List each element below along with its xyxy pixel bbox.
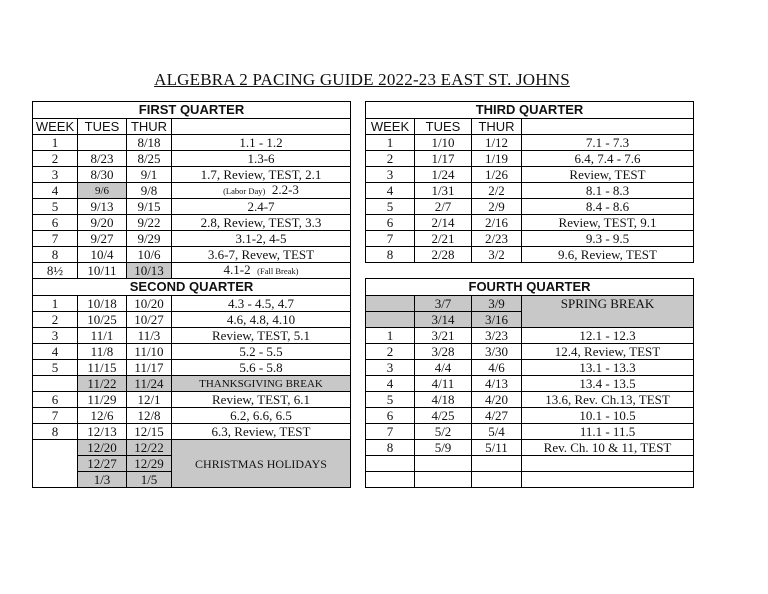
- tues-cell: 1/24: [415, 167, 472, 183]
- topic-cell: 3.1-2, 4-5: [172, 231, 351, 247]
- thur-cell: 9/8: [127, 183, 172, 199]
- table-row: [33, 247, 351, 263]
- tues-cell: 11/15: [78, 360, 127, 376]
- table-row: [366, 440, 694, 456]
- tues-cell: 10/4: [78, 247, 127, 263]
- tues-cell: [415, 472, 472, 488]
- thur-cell: 8/25: [127, 151, 172, 167]
- table-row: [33, 151, 351, 167]
- table-row: [33, 135, 351, 151]
- tues-cell: 5/9: [415, 440, 472, 456]
- week-cell: 1: [366, 135, 415, 151]
- thur-cell: 9/22: [127, 215, 172, 231]
- week-cell: 7: [366, 231, 415, 247]
- thanksgiving-break-cell: THANKSGIVING BREAK: [172, 376, 351, 392]
- table-row: [33, 360, 351, 376]
- topic-cell: Rev. Ch. 10 & 11, TEST: [522, 440, 694, 456]
- table-row: [366, 215, 694, 231]
- table-row: [33, 215, 351, 231]
- topic-cell: 9.6, Review, TEST: [522, 247, 694, 263]
- tues-cell: 3/28: [415, 344, 472, 360]
- thur-cell: 2/23: [472, 231, 522, 247]
- week-cell: 1: [366, 328, 415, 344]
- week-cell: [366, 456, 415, 472]
- topic-cell: Review, TEST, 5.1: [172, 328, 351, 344]
- tues-cell: 4/25: [415, 408, 472, 424]
- week-cell: 5: [33, 199, 78, 215]
- thur-cell: 12/15: [127, 424, 172, 440]
- table-row: [33, 408, 351, 424]
- labor-day-note: (Labor Day): [223, 186, 266, 196]
- tues-cell: 2/14: [415, 215, 472, 231]
- thur-cell: 3/2: [472, 247, 522, 263]
- table-row: [366, 472, 694, 488]
- second-quarter-header: SECOND QUARTER: [33, 279, 351, 296]
- week-cell: 8: [366, 247, 415, 263]
- week-cell: [366, 312, 415, 328]
- week-cell: 5: [366, 199, 415, 215]
- week-cell: 6: [366, 408, 415, 424]
- thur-cell: 11/17: [127, 360, 172, 376]
- table-row: [366, 135, 694, 151]
- spacer-row: [366, 263, 694, 279]
- tues-cell: 1/10: [415, 135, 472, 151]
- table-row: [33, 424, 351, 440]
- week-cell: 4: [366, 376, 415, 392]
- week-col-header: WEEK: [33, 119, 78, 135]
- week-cell: [366, 472, 415, 488]
- table-row: [366, 344, 694, 360]
- tues-cell: 11/29: [78, 392, 127, 408]
- topic-col-header: [172, 119, 351, 135]
- thur-cell: 10/13: [127, 263, 172, 279]
- week-cell: 4: [33, 344, 78, 360]
- week-cell: 3: [366, 167, 415, 183]
- thur-cell: 9/15: [127, 199, 172, 215]
- thur-col-header: THUR: [472, 119, 522, 135]
- week-cell: 8: [366, 440, 415, 456]
- week-cell: 4: [366, 183, 415, 199]
- week-cell: 3: [366, 360, 415, 376]
- page-title: ALGEBRA 2 PACING GUIDE 2022-23 EAST ST. JOHNS: [154, 70, 570, 89]
- table-row: [366, 360, 694, 376]
- week-cell: 6: [33, 392, 78, 408]
- topic-cell: [522, 456, 694, 472]
- table-row: [33, 183, 351, 199]
- table-row: [33, 199, 351, 215]
- tues-cell: 1/17: [415, 151, 472, 167]
- topic-cell: 11.1 - 11.5: [522, 424, 694, 440]
- topic-cell: Review, TEST, 9.1: [522, 215, 694, 231]
- thur-cell: 3/9: [472, 296, 522, 312]
- week-cell: 8½: [33, 263, 78, 279]
- tues-cell: 3/14: [415, 312, 472, 328]
- thur-cell: 5/11: [472, 440, 522, 456]
- topic-cell: 8.4 - 8.6: [522, 199, 694, 215]
- thur-cell: 2/9: [472, 199, 522, 215]
- tues-cell: 3/21: [415, 328, 472, 344]
- topic-col-header: [522, 119, 694, 135]
- topic-cell: [172, 183, 351, 199]
- tues-cell: 4/4: [415, 360, 472, 376]
- tues-cell: 11/22: [78, 376, 127, 392]
- week-cell: 7: [366, 424, 415, 440]
- tues-cell: 1/31: [415, 183, 472, 199]
- thur-cell: 11/24: [127, 376, 172, 392]
- fourth-quarter-header: FOURTH QUARTER: [366, 279, 694, 296]
- topic-cell: 6.2, 6.6, 6.5: [172, 408, 351, 424]
- week-cell: 4: [33, 183, 78, 199]
- topic-cell: 2.4-7: [172, 199, 351, 215]
- topic-cell: 8.1 - 8.3: [522, 183, 694, 199]
- topic-cell: 6.4, 7.4 - 7.6: [522, 151, 694, 167]
- tues-cell: 1/3: [78, 472, 127, 488]
- table-row: [366, 296, 694, 312]
- week-col-header: WEEK: [366, 119, 415, 135]
- thur-cell: 9/1: [127, 167, 172, 183]
- topic-cell: 2.8, Review, TEST, 3.3: [172, 215, 351, 231]
- first-second-quarter-table: [32, 101, 351, 488]
- thur-cell: 11/10: [127, 344, 172, 360]
- tues-col-header: TUES: [78, 119, 127, 135]
- week-cell: 2: [366, 151, 415, 167]
- thur-cell: 4/27: [472, 408, 522, 424]
- thur-cell: 9/29: [127, 231, 172, 247]
- topic-cell: 13.6, Rev. Ch.13, TEST: [522, 392, 694, 408]
- tues-cell: 12/27: [78, 456, 127, 472]
- table-row: [366, 424, 694, 440]
- tues-cell: 8/23: [78, 151, 127, 167]
- table-row: [366, 376, 694, 392]
- topic-cell: 5.6 - 5.8: [172, 360, 351, 376]
- tues-cell: 10/11: [78, 263, 127, 279]
- table-row: [366, 183, 694, 199]
- thur-cell: 10/20: [127, 296, 172, 312]
- topic-cell: 13.1 - 13.3: [522, 360, 694, 376]
- topic-cell: 3.6-7, Revew, TEST: [172, 247, 351, 263]
- topic-cell: 12.4, Review, TEST: [522, 344, 694, 360]
- topic-cell: 9.3 - 9.5: [522, 231, 694, 247]
- table-row: [33, 312, 351, 328]
- thur-cell: 1/19: [472, 151, 522, 167]
- week-cell: 3: [33, 328, 78, 344]
- table-row: [33, 392, 351, 408]
- first-quarter-header: FIRST QUARTER: [33, 102, 351, 119]
- thur-cell: 2/2: [472, 183, 522, 199]
- tues-cell: 8/30: [78, 167, 127, 183]
- thur-cell: 11/3: [127, 328, 172, 344]
- week-cell: 6: [366, 215, 415, 231]
- topic-text: 2.2-3: [271, 182, 299, 197]
- tues-col-header: TUES: [415, 119, 472, 135]
- thur-cell: 12/8: [127, 408, 172, 424]
- thur-cell: 3/23: [472, 328, 522, 344]
- table-row: [366, 328, 694, 344]
- topic-cell: [522, 472, 694, 488]
- tues-cell: 9/13: [78, 199, 127, 215]
- topic-cell: 5.2 - 5.5: [172, 344, 351, 360]
- week-cell: 5: [33, 360, 78, 376]
- thur-cell: 12/22: [127, 440, 172, 456]
- thur-cell: 5/4: [472, 424, 522, 440]
- table-row: [366, 392, 694, 408]
- spring-break-cell: SPRING BREAK: [522, 296, 694, 328]
- thur-cell: 12/1: [127, 392, 172, 408]
- topic-cell: 4.6, 4.8, 4.10: [172, 312, 351, 328]
- tues-cell: 4/18: [415, 392, 472, 408]
- topic-cell: Review, TEST, 6.1: [172, 392, 351, 408]
- topic-cell: 1.1 - 1.2: [172, 135, 351, 151]
- thur-cell: 8/18: [127, 135, 172, 151]
- thur-cell: 10/6: [127, 247, 172, 263]
- topic-cell: [172, 263, 351, 279]
- christmas-holidays-cell: CHRISTMAS HOLIDAYS: [172, 440, 351, 488]
- week-cell: 2: [33, 151, 78, 167]
- topic-cell: 1.7, Review, TEST, 2.1: [172, 167, 351, 183]
- thur-cell: 10/27: [127, 312, 172, 328]
- thur-cell: 1/12: [472, 135, 522, 151]
- week-cell: 1: [33, 135, 78, 151]
- table-row: [366, 199, 694, 215]
- thur-cell: 2/16: [472, 215, 522, 231]
- tues-cell: 12/20: [78, 440, 127, 456]
- table-row: [366, 408, 694, 424]
- third-quarter-header: THIRD QUARTER: [366, 102, 694, 119]
- week-cell: 7: [33, 408, 78, 424]
- table-row: [33, 263, 351, 279]
- thur-cell: 4/20: [472, 392, 522, 408]
- tues-cell: 11/8: [78, 344, 127, 360]
- table-row: [33, 344, 351, 360]
- topic-cell: 6.3, Review, TEST: [172, 424, 351, 440]
- table-row: [33, 231, 351, 247]
- table-row: [366, 167, 694, 183]
- topic-cell: 13.4 - 13.5: [522, 376, 694, 392]
- tues-cell: 12/6: [78, 408, 127, 424]
- thur-cell: [472, 456, 522, 472]
- tues-cell: 2/28: [415, 247, 472, 263]
- thur-cell: 1/26: [472, 167, 522, 183]
- table-row: [33, 376, 351, 392]
- thur-cell: 4/6: [472, 360, 522, 376]
- tues-cell: 5/2: [415, 424, 472, 440]
- tues-cell: 9/20: [78, 215, 127, 231]
- week-cell: 2: [366, 344, 415, 360]
- third-fourth-quarter-table: [365, 101, 694, 488]
- tues-cell: [415, 456, 472, 472]
- topic-cell: 7.1 - 7.3: [522, 135, 694, 151]
- tues-cell: [78, 135, 127, 151]
- table-row: [366, 456, 694, 472]
- week-cell: 8: [33, 424, 78, 440]
- week-cell: [33, 440, 78, 488]
- tues-cell: 2/21: [415, 231, 472, 247]
- thur-cell: [472, 472, 522, 488]
- topic-text: 4.1-2: [223, 262, 251, 277]
- thur-cell: 12/29: [127, 456, 172, 472]
- topic-cell: 12.1 - 12.3: [522, 328, 694, 344]
- week-cell: 6: [33, 215, 78, 231]
- thur-cell: 4/13: [472, 376, 522, 392]
- tues-cell: 2/7: [415, 199, 472, 215]
- week-cell: 2: [33, 312, 78, 328]
- table-row: [33, 296, 351, 312]
- tues-cell: 3/7: [415, 296, 472, 312]
- table-row: [33, 328, 351, 344]
- table-row: [366, 151, 694, 167]
- tues-cell: 11/1: [78, 328, 127, 344]
- tues-cell: 9/6: [78, 183, 127, 199]
- thur-cell: 3/30: [472, 344, 522, 360]
- fall-break-note: (Fall Break): [257, 266, 299, 276]
- week-cell: [366, 296, 415, 312]
- week-cell: 7: [33, 231, 78, 247]
- table-row: [366, 247, 694, 263]
- topic-cell: Review, TEST: [522, 167, 694, 183]
- table-row: [33, 440, 351, 456]
- topic-cell: 1.3-6: [172, 151, 351, 167]
- tues-cell: 12/13: [78, 424, 127, 440]
- week-cell: 3: [33, 167, 78, 183]
- tues-cell: 4/11: [415, 376, 472, 392]
- week-cell: 5: [366, 392, 415, 408]
- week-cell: [33, 376, 78, 392]
- thur-cell: 1/5: [127, 472, 172, 488]
- table-row: [33, 167, 351, 183]
- tues-cell: 9/27: [78, 231, 127, 247]
- thur-col-header: THUR: [127, 119, 172, 135]
- tues-cell: 10/18: [78, 296, 127, 312]
- table-row: [366, 231, 694, 247]
- topic-cell: 4.3 - 4.5, 4.7: [172, 296, 351, 312]
- topic-cell: 10.1 - 10.5: [522, 408, 694, 424]
- thur-cell: 3/16: [472, 312, 522, 328]
- tues-cell: 10/25: [78, 312, 127, 328]
- week-cell: 8: [33, 247, 78, 263]
- week-cell: 1: [33, 296, 78, 312]
